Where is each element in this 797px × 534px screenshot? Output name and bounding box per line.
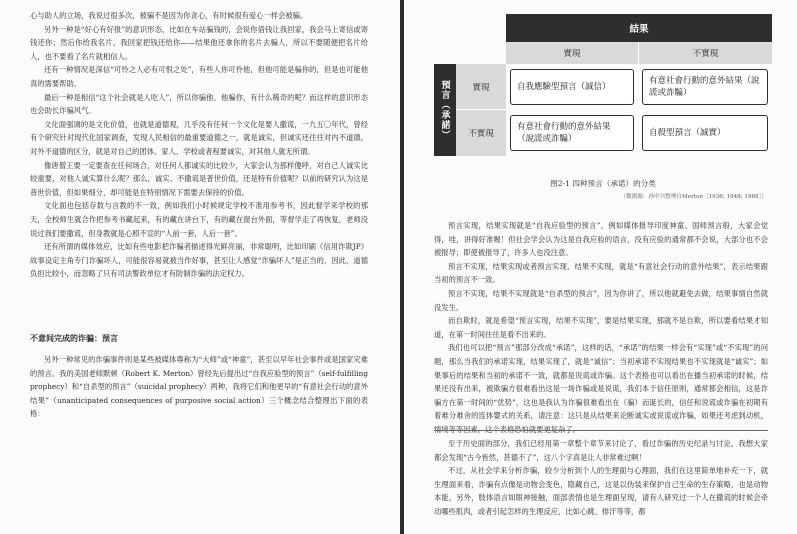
figure-source: （数据源：孙中兴整理自Merton［1936; 1948; 1968］） xyxy=(620,194,767,200)
paragraph: 文化面也包括存数与言教的不一致，例如我们小时候规定学校不准用参考书，因此督学来学校的那天，全校师生就合作把参考书藏起来，有的藏在讲台下，有的藏在窗台外面，等督学走了再恢复，老师没说过我们要撒谎，但身教就是心照不宣的“人前一套，人后一套”。 xyxy=(30,201,368,238)
figure-caption: 图2-1 四种预言（承诺）的分类 xyxy=(550,179,656,188)
prophecy-matrix xyxy=(434,14,772,159)
cell-unanticipated-consequence-2: 有意社會行動的意外結果（說謊或詐騙） xyxy=(510,115,634,151)
left-bottom-text xyxy=(30,353,368,421)
paragraph: 心与助人的立场，我说过很多次，被骗不是因为你贪心，有时候很有爱心一样会被骗。 xyxy=(30,11,308,20)
paragraph: 我们也可以把“预言”那部分改成“承诺”，这样的话，“承诺”的结果一样会有“实现”或“不实现”的问题，那么当我们的承诺实现，结果实现了，就是“诚信”；当初承诺不实现结果也不实现就是“诚实”；如果事后的结果和当初的承诺不一致，就都是说谎或诈骗。这个表格也可以看出在播当初承诺的时候，结果还没有出来，被欺骗方很难看出这是一场诈骗或是说谎，我们本于信任原则，通常都会相信，这是诈骗方在第一时间的“优势”，这也是我认为诈骗很难看出在（骗）而诞长的，信任和说谎或诈骗在初期有着难分难舍的连体婴式的关系，请注意：这只是从结果来论断诚实或说谎或诈骗，如果还考虑到动机，情境等等因素，这个表格恐怕就要更复杂了。 xyxy=(434,343,768,434)
results-header: 結果 xyxy=(506,14,772,42)
paragraph: 预言实现，结果实现就是“自我应验型的预言”，例如媒体报导印度神童、国师预言般，大家会觉得，哇，讲得好准喔！但社会学会认为这是自我应验的语言，没有应验的通常都不会说，大部分也不会被报导；即使被报导了，许多人也没注意。 xyxy=(434,221,768,258)
paragraph: 另外一种是“好心有好报”的意识形态，比如在车站骗钱的，会说你借钱让我回家，我会马上寄信或寄钱还你；然后你给我名片，我回家把钱还给你——结果他还拿你的名片去骗人，所以不要随便把名片给人，也不要看了名片就相信人。 xyxy=(30,24,368,61)
section-divider xyxy=(434,430,768,431)
column-header-real: 實現 xyxy=(506,42,639,64)
paragraph: 文化面强调的是文化价值，也就是道德观，几乎没有任何一个文化是要人撒谎，一九五〇年代，曾经有个研究针对现代化国家调查，发现人民相信的最重要道德之一，就是诚实，但诚实还往往对内不道德，对外不道德的区分，就是对自己的团体、家人、学校或者程要诚实，对其他人就无所谓。 xyxy=(30,119,368,156)
paragraph: 预言不实现，结果不实现就是“自杀型的预言”，因为你讲了，所以他就避免去做，结果事情自然就没发生。 xyxy=(434,288,768,312)
row-header-real: 實現 xyxy=(456,64,506,110)
paragraph: 最后一种是相信“这个社会就是人吃人”，所以你骗他、他骗你，有什么稀奇的呢？而这样的意识形态也会助长诈骗风气。 xyxy=(30,92,368,116)
right-bottom-text xyxy=(434,437,768,519)
cell-self-fulfilling: 自我應驗型預言（誠信） xyxy=(510,69,634,105)
right-page xyxy=(404,0,797,534)
cell-suicidal-prophecy: 自殺型預言（誠實） xyxy=(642,115,768,151)
paragraph: 像唐僧王要一定要查在任何场合，对任何人都诚实的比较少，大家会认为那样傻呼，对自己人诚实比较重要，对他人诚实算什么呢？那么，诚实、不撒谎是普世价值，还是特有价值呢？以前的研究认为这是普世价值，但如果细分，却可能是在特别情况下需要去保持的价值。 xyxy=(30,160,368,197)
paragraph: 还有所谓的媒体效应，比如有些电影把诈骗者描述得光鲜亮丽，非常聪明，比如印刷《信用诈欺JP》故事设定主角专门诈骗坏人，可能很容易就被当作好事，甚至让人感觉“诈骗坏人”是正当的，因此，道德负担比较小，而忽略了只有司法警政单位才有防制诈骗的法定权力。 xyxy=(30,242,368,279)
paragraph: 不过，从社会学来分析诈骗，较少分析到个人的生理面与心理面，我们在这里简单地补充一下，就生理面来看，诈骗有点像是动物会变色，隐藏自己，这是以伪装来保护自己生命的生存策略，也是动物本能，另外，肢体语言如眼神接触，面部表情也是生理面呈现，请有人研究过一个人在撒谎的时候会牵动哪些肌肉，或者引起怎样的生理反应，比如心跳、排汗等等，都 xyxy=(434,466,768,516)
row-header-not-real: 不實現 xyxy=(456,110,506,156)
prophecy-side-label: 預言（承諾） xyxy=(434,64,456,156)
paragraph: 还有一种情况是深信“可怜之人必有可恨之处”，有些人你可怜他，但他可能是骗你的，但是也可能他真的需要帮助。 xyxy=(30,65,368,88)
column-header-not-real: 不實現 xyxy=(639,42,772,64)
paragraph: 而自欺时，就是希望“预言实现，结果不实现”，要是结果实现，那就不是自欺，所以要看结果才知道，在第一时间往往是看不出来的。 xyxy=(434,316,768,339)
paragraph: 至于历史面的部分，我们已经用第一章整个章节来讨论了，看过诈骗的历史纪录与讨论，我想大家都会发现“古今皆然，甚德不了”，这八个字真是让人非常难过啊！ xyxy=(434,439,768,462)
left-top-text xyxy=(30,9,368,281)
paragraph: 预言不实现，结果实现或者预言实现、结果不实现，就是“有意社会行动的意外结果”，表示结果跟当初的预言不一致。 xyxy=(434,261,768,285)
paragraph: 另外一种常见的诈骗事件则是某些被媒体尊称为“大师”或“神童”，甚至以早年社会事件或是国家灾难的预言。我的美国老师默顿（Robert K. Merton）曾经先后提出过“自我应验型的预言”（self-fulfilling prophecy）和“自杀型的预言”（suicidal prophecy）两种，我将它们和他更早的“有意社会行动的意外结果”（unanticipated consequences of purposive social action）三个概念结合整理出下面的表格： xyxy=(30,355,368,419)
section-heading: 不意间完成的诈骗：预言 xyxy=(30,333,118,343)
right-body-text xyxy=(434,219,768,437)
cell-unanticipated-consequence-1: 有意社會行動的意外結果（說謊或詐騙） xyxy=(642,69,768,105)
